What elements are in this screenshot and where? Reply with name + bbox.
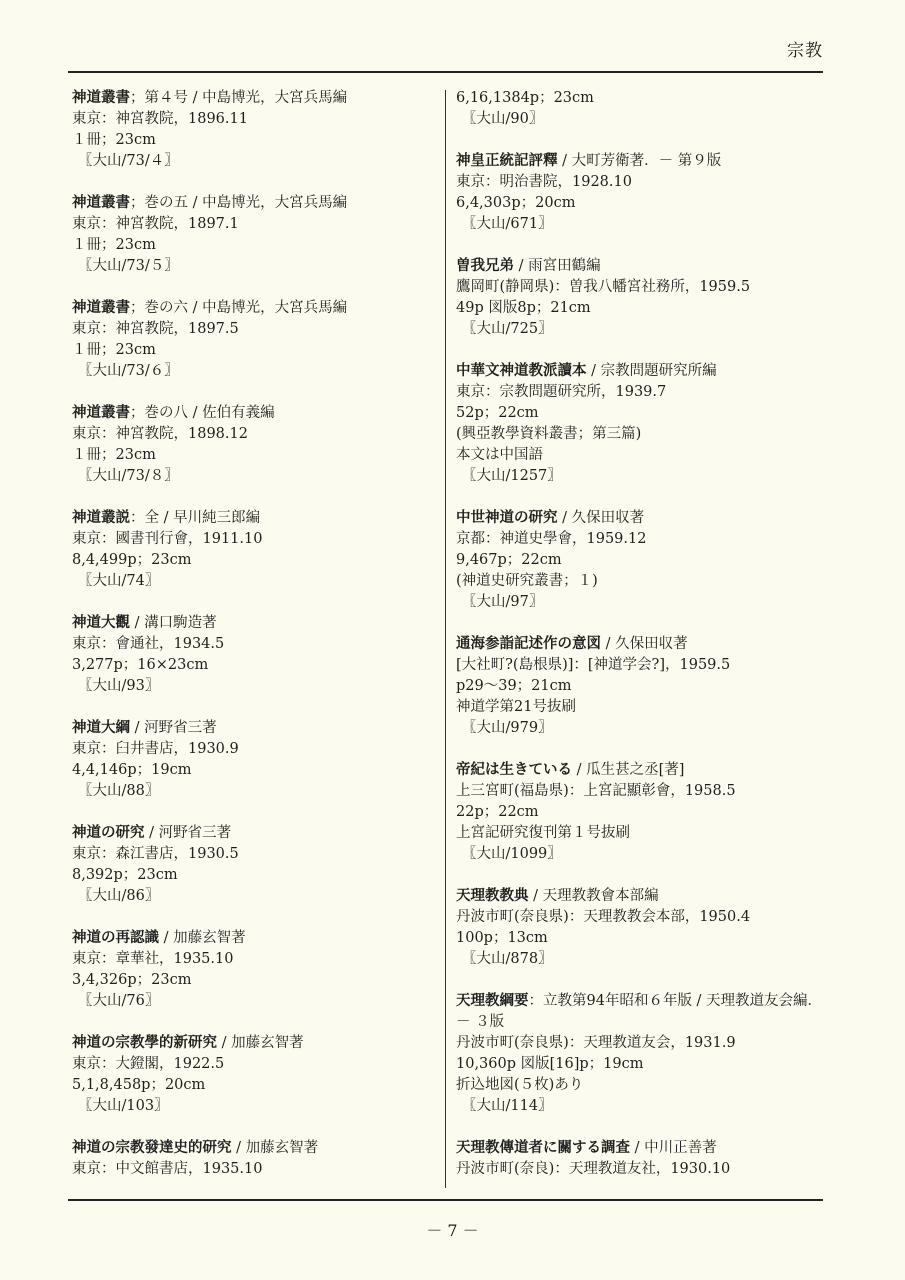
entry-detail-line: 東京：明治書院，1928.10: [456, 174, 632, 190]
entry-heading: [456, 1138, 828, 1159]
catalog-entry: [456, 760, 828, 865]
entry-detail-line: 東京：國書刊行會，1911.10: [72, 531, 263, 547]
catalog-entry: [72, 88, 437, 172]
entry-detail-line: 東京：中文館書店，1935.10: [72, 1161, 263, 1177]
entry-heading: [456, 634, 828, 655]
entry-heading: [456, 991, 828, 1033]
catalog-entry: [456, 508, 828, 613]
entry-heading: [72, 508, 437, 529]
entry-detail-line: 丹波市町(奈良県)：天理教教会本部，1950.4: [456, 909, 751, 925]
catalog-entry: [456, 361, 828, 487]
entry-shelf-mark: 〖大山/74〗: [78, 573, 160, 589]
entry-detail-line: (興亞教學資料叢書；第三篇): [456, 426, 642, 442]
entry-responsibility: / 河野省三著: [144, 825, 232, 841]
entry-heading: [456, 508, 828, 529]
entry-responsibility: ；巻の八 / 佐伯有義編: [130, 405, 275, 421]
entry-detail-line: 本文は中国語: [456, 447, 543, 463]
entry-heading: [72, 88, 437, 109]
entry-detail-line: 5,1,8,458p；20cm: [72, 1077, 206, 1093]
entry-title: 通海参詣記述作の意図: [456, 636, 601, 652]
entry-detail-line: 東京：神宮教院，1898.12: [72, 426, 248, 442]
entry-title: 神道叢書: [72, 195, 130, 211]
entry-shelf-mark: 〖大山/97〗: [462, 594, 544, 610]
catalog-entry: [456, 991, 828, 1117]
entry-shelf-mark: 〖大山/90〗: [462, 111, 544, 127]
entry-shelf-mark: 〖大山/878〗: [462, 951, 553, 967]
entry-detail-line: 東京：神宮教院，1896.11: [72, 111, 248, 127]
entry-shelf-mark: 〖大山/73/４〗: [78, 153, 179, 169]
entry-responsibility: / 天理教教會本部編: [528, 888, 659, 904]
catalog-entry: [72, 1138, 437, 1180]
column-divider: [445, 90, 446, 1188]
entry-title: 神皇正統記評釋: [456, 153, 558, 169]
entry-responsibility: / 溝口駒造著: [130, 615, 217, 631]
entry-title: 神道大觀: [72, 615, 130, 631]
entry-heading: [456, 151, 828, 172]
entry-detail-line: １冊；23cm: [72, 342, 156, 358]
entry-title: 天理教綱要: [456, 993, 529, 1009]
catalog-entry: [72, 613, 437, 697]
entry-shelf-mark: 〖大山/671〗: [462, 216, 553, 232]
entry-detail-line: 東京：會通社，1934.5: [72, 636, 225, 652]
entry-heading: [456, 886, 828, 907]
entry-detail-line: 3,277p；16×23cm: [72, 657, 209, 673]
page-header-category: 宗教: [787, 41, 823, 61]
entry-title: 帝紀は生きている: [456, 762, 572, 778]
entry-responsibility: / 加藤玄智著: [217, 1035, 304, 1051]
catalog-entry: [72, 823, 437, 907]
entry-title: 中世神道の研究: [456, 510, 558, 526]
entry-responsibility: / 中川正善著: [630, 1140, 717, 1156]
entry-detail-line: (神道史研究叢書；１): [456, 573, 598, 589]
entry-shelf-mark: 〖大山/103〗: [78, 1098, 169, 1114]
entry-detail-line: 6,16,1384p；23cm: [456, 90, 594, 106]
entry-title: 神道の研究: [72, 825, 145, 841]
entry-responsibility: / 雨宮田鶴編: [514, 258, 601, 274]
entry-heading: [72, 403, 437, 424]
entry-responsibility: ；巻の六 / 中島博光，大宮兵馬編: [130, 300, 348, 316]
entry-detail-line: 丹波市町(奈良県)：天理教道友会，1931.9: [456, 1035, 736, 1051]
entry-detail-line: [大社町?(島根県)]：[神道学会?]，1959.5: [456, 657, 731, 673]
entry-detail-line: 東京：森江書店，1930.5: [72, 846, 239, 862]
entry-heading: [456, 361, 828, 382]
catalog-entry: [456, 256, 828, 340]
entry-detail-line: 東京：大鐙閣，1922.5: [72, 1056, 225, 1072]
entry-shelf-mark: 〖大山/979〗: [462, 720, 553, 736]
catalog-entry: [456, 88, 828, 130]
entry-detail-line: 8,4,499p；23cm: [72, 552, 192, 568]
entry-detail-line: 22p；22cm: [456, 804, 539, 820]
entry-detail-line: 東京：神宮教院，1897.1: [72, 216, 239, 232]
catalog-entry: [456, 886, 828, 970]
entry-heading: [72, 193, 437, 214]
entry-responsibility: ：立教第94年昭和６年版 / 天理教道友会編．－ ３版: [456, 993, 823, 1030]
entry-responsibility: ：全 / 早川純三郎編: [130, 510, 261, 526]
entry-detail-line: １冊；23cm: [72, 132, 156, 148]
entry-heading: [72, 928, 437, 949]
entry-title: 神道叢書: [72, 90, 130, 106]
entry-detail-line: 4,4,146p；19cm: [72, 762, 192, 778]
entry-title: 神道叢書: [72, 405, 130, 421]
entry-shelf-mark: 〖大山/1257〗: [462, 468, 562, 484]
entry-detail-line: 10,360p 図版[16]p；19cm: [456, 1056, 644, 1072]
entry-responsibility: ；第４号 / 中島博光，大宮兵馬編: [130, 90, 348, 106]
entry-heading: [456, 760, 828, 781]
entry-shelf-mark: 〖大山/73/６〗: [78, 363, 179, 379]
entry-detail-line: 東京：神宮教院，1897.5: [72, 321, 239, 337]
entry-shelf-mark: 〖大山/114〗: [462, 1098, 553, 1114]
entry-title: 神道叢説: [72, 510, 130, 526]
entry-detail-line: 丹波市町(奈良)：天理教道友社，1930.10: [456, 1161, 731, 1177]
entry-shelf-mark: 〖大山/88〗: [78, 783, 160, 799]
entry-shelf-mark: 〖大山/93〗: [78, 678, 160, 694]
page-number: － 7 －: [426, 1221, 479, 1240]
entry-heading: [72, 1033, 437, 1054]
entry-heading: [72, 298, 437, 319]
entry-heading: [456, 256, 828, 277]
entry-responsibility: / 久保田収著: [601, 636, 688, 652]
entry-responsibility: / 久保田収著: [557, 510, 645, 526]
catalog-entry: [456, 1138, 828, 1180]
entry-detail-line: 上宮記研究復刊第１号抜刷: [456, 825, 630, 841]
entry-detail-line: 東京：臼井書店，1930.9: [72, 741, 239, 757]
catalog-entry: [72, 403, 437, 487]
entry-detail-line: p29～39；21cm: [456, 678, 572, 694]
entry-detail-line: 52p；22cm: [456, 405, 539, 421]
entry-title: 神道叢書: [72, 300, 130, 316]
entry-heading: [72, 718, 437, 739]
entry-detail-line: 100p；13cm: [456, 930, 548, 946]
entry-title: 天理教傳道者に關する調査: [456, 1140, 630, 1156]
entry-shelf-mark: 〖大山/73/５〗: [78, 258, 179, 274]
entry-detail-line: 49p 図版8p；21cm: [456, 300, 591, 316]
entry-title: 曽我兄弟: [456, 258, 514, 274]
entry-title: 中華文神道教派讀本: [456, 363, 587, 379]
right-column: [456, 88, 828, 1201]
catalog-entry: [72, 508, 437, 592]
footer-rule: [68, 1199, 823, 1201]
entry-responsibility: / 大町芳衛著．－ 第９版: [557, 153, 722, 169]
entry-title: 神道の宗教學的新研究: [72, 1035, 217, 1051]
entry-detail-line: 6,4,303p；20cm: [456, 195, 576, 211]
entry-detail-line: １冊；23cm: [72, 447, 156, 463]
catalog-entry: [72, 1033, 437, 1117]
entry-title: 神道大綱: [72, 720, 130, 736]
catalog-entry: [72, 193, 437, 277]
entry-responsibility: / 瓜生甚之丞[著]: [572, 762, 685, 778]
entry-shelf-mark: 〖大山/1099〗: [462, 846, 562, 862]
entry-responsibility: / 河野省三著: [130, 720, 217, 736]
entry-shelf-mark: 〖大山/73/８〗: [78, 468, 179, 484]
entry-detail-line: 9,467p；22cm: [456, 552, 562, 568]
entry-detail-line: 東京：宗教問題研究所，1939.7: [456, 384, 667, 400]
entry-responsibility: / 宗教問題研究所編: [586, 363, 717, 379]
entry-shelf-mark: 〖大山/76〗: [78, 993, 160, 1009]
entry-detail-line: 東京：章華社，1935.10: [72, 951, 234, 967]
entry-detail-line: 上三宮町(福島県)：上宮記顯彰會，1958.5: [456, 783, 736, 799]
catalog-entry: [456, 151, 828, 235]
catalog-entry: [72, 718, 437, 802]
entry-heading: [72, 1138, 437, 1159]
entry-detail-line: 京都：神道史學會，1959.12: [456, 531, 647, 547]
entry-shelf-mark: 〖大山/725〗: [462, 321, 553, 337]
entry-title: 天理教教典: [456, 888, 529, 904]
entry-shelf-mark: 〖大山/86〗: [78, 888, 160, 904]
entry-title: 神道の宗教發達史的研究: [72, 1140, 232, 1156]
entry-title: 神道の再認識: [72, 930, 159, 946]
catalog-entry: [456, 634, 828, 739]
entry-heading: [72, 613, 437, 634]
catalog-entry: [72, 298, 437, 382]
entry-detail-line: 折込地図(５枚)あり: [456, 1077, 584, 1093]
entry-responsibility: / 加藤玄智著: [231, 1140, 319, 1156]
entry-detail-line: １冊；23cm: [72, 237, 156, 253]
entry-detail-line: 8,392p；23cm: [72, 867, 178, 883]
entry-heading: [72, 823, 437, 844]
entry-detail-line: 鷹岡町(静岡県)：曽我八幡宮社務所，1959.5: [456, 279, 751, 295]
left-column: [72, 88, 437, 1201]
entry-detail-line: 神道学第21号抜刷: [456, 699, 576, 715]
header-rule: [68, 71, 823, 73]
entry-responsibility: ；巻の五 / 中島博光，大宮兵馬編: [130, 195, 348, 211]
catalog-entry: [72, 928, 437, 1012]
entry-responsibility: / 加藤玄智著: [159, 930, 246, 946]
entry-detail-line: 3,4,326p；23cm: [72, 972, 192, 988]
